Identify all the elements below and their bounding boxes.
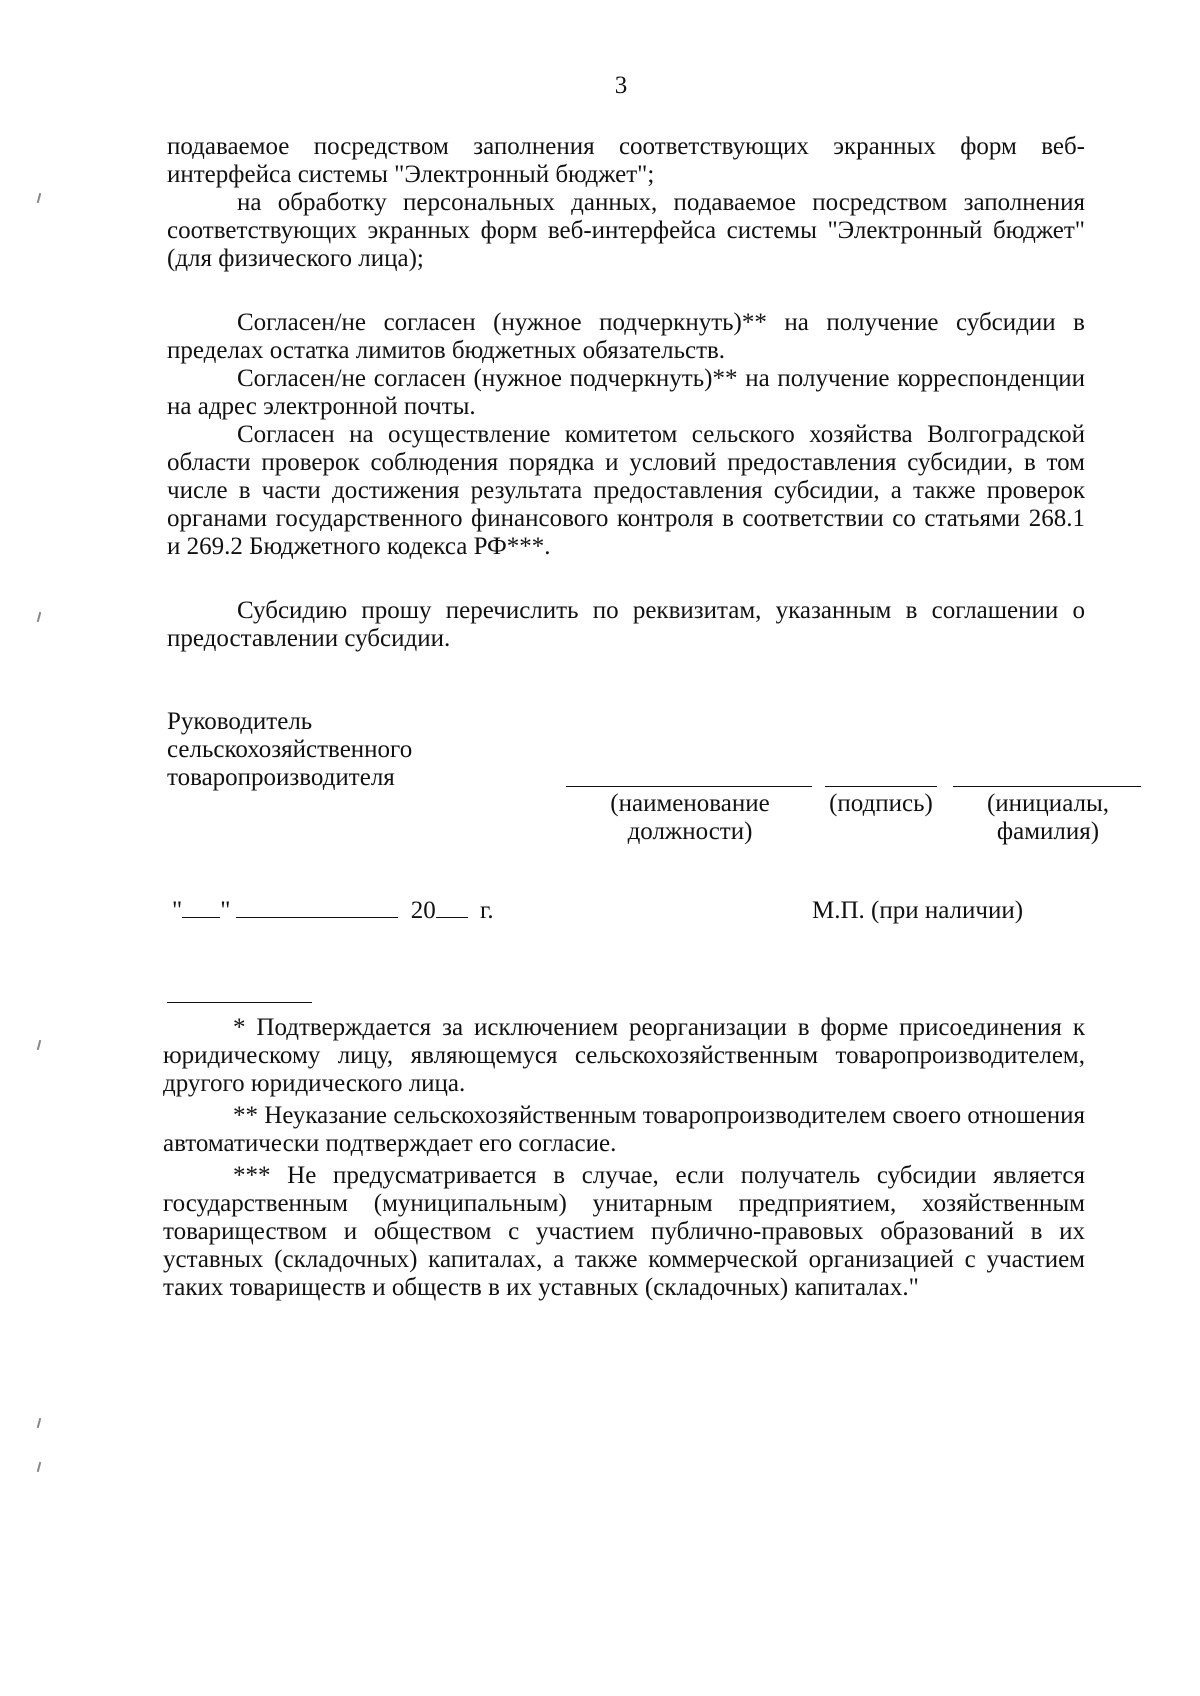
position-signature-line	[566, 786, 812, 787]
footnote-2: ** Неуказание сельскохозяйственным товаропроизводителем своего отношения автоматически подтверждает его согласие.	[163, 1102, 1085, 1157]
paragraph-email-consent: Согласен/не согласен (нужное подчеркнуть)** на получение корреспонденции на адрес электронной почты.	[167, 365, 1085, 420]
footnote-1: * Подтверждается за исключением реорганизации в форме присоединения к юридическому лицу, являющемуся сельскохозяйственным товаропроизводителем, другого юридического лица.	[163, 1014, 1085, 1097]
initials-signature-line	[953, 786, 1141, 787]
scan-mark	[37, 1462, 42, 1472]
scan-mark	[37, 1040, 42, 1050]
body-text	[167, 133, 1085, 653]
footnote-divider	[167, 1002, 312, 1003]
paragraph-budget-limits-consent: Согласен/не согласен (нужное подчеркнуть)** на получение субсидии в пределах остатка лимитов бюджетных обязательств.	[167, 309, 1085, 364]
year-blank	[436, 899, 468, 918]
scan-mark	[37, 1418, 42, 1428]
signature-role: Руководитель сельскохозяйственного товаропроизводителя	[167, 708, 413, 791]
paragraph-transfer-request: Субсидию прошу перечислить по реквизитам, указанным в соглашении о предоставлении субсидии.	[167, 597, 1085, 652]
sign-caption: (подпись)	[829, 790, 933, 817]
date-field: " " 20 г.	[172, 897, 494, 924]
month-blank	[236, 899, 398, 918]
day-blank	[182, 899, 220, 918]
footnote-3: *** Не предусматривается в случае, если получатель субсидии является государственным (муниципальным) унитарным предприятием, хозяйственным товариществом и обществом с участием публично-правовых образований в их уставных (складочных) капиталах, а также коммерческой организацией с участием таких товариществ и обществ в их уставных (складочных) капиталах."	[163, 1162, 1085, 1301]
stamp-place: М.П. (при наличии)	[812, 897, 1024, 924]
scan-mark	[37, 612, 42, 622]
initials-caption: (инициалы, фамилия)	[986, 790, 1110, 845]
paragraph-personal-data: на обработку персональных данных, подаваемое посредством заполнения соответствующих экранных форм веб-интерфейса системы "Электронный бюджет" (для физического лица);	[167, 189, 1085, 272]
footnotes	[163, 1014, 1085, 1306]
position-caption: (наименование должности)	[610, 790, 770, 845]
page-number: 3	[614, 72, 628, 99]
scan-mark	[37, 193, 42, 203]
sign-signature-line	[825, 786, 937, 787]
paragraph-web-interface: подаваемое посредством заполнения соответствующих экранных форм веб-интерфейса системы "Электронный бюджет";	[167, 133, 1085, 188]
paragraph-inspection-consent: Согласен на осуществление комитетом сельского хозяйства Волгоградской области проверок соблюдения порядка и условий предоставления субсидии, в том числе в части достижения результата предоставления субсидии, а также проверок органами государственного финансового контроля в соответствии со статьями 268.1 и 269.2 Бюджетного кодекса РФ***.	[167, 421, 1085, 560]
